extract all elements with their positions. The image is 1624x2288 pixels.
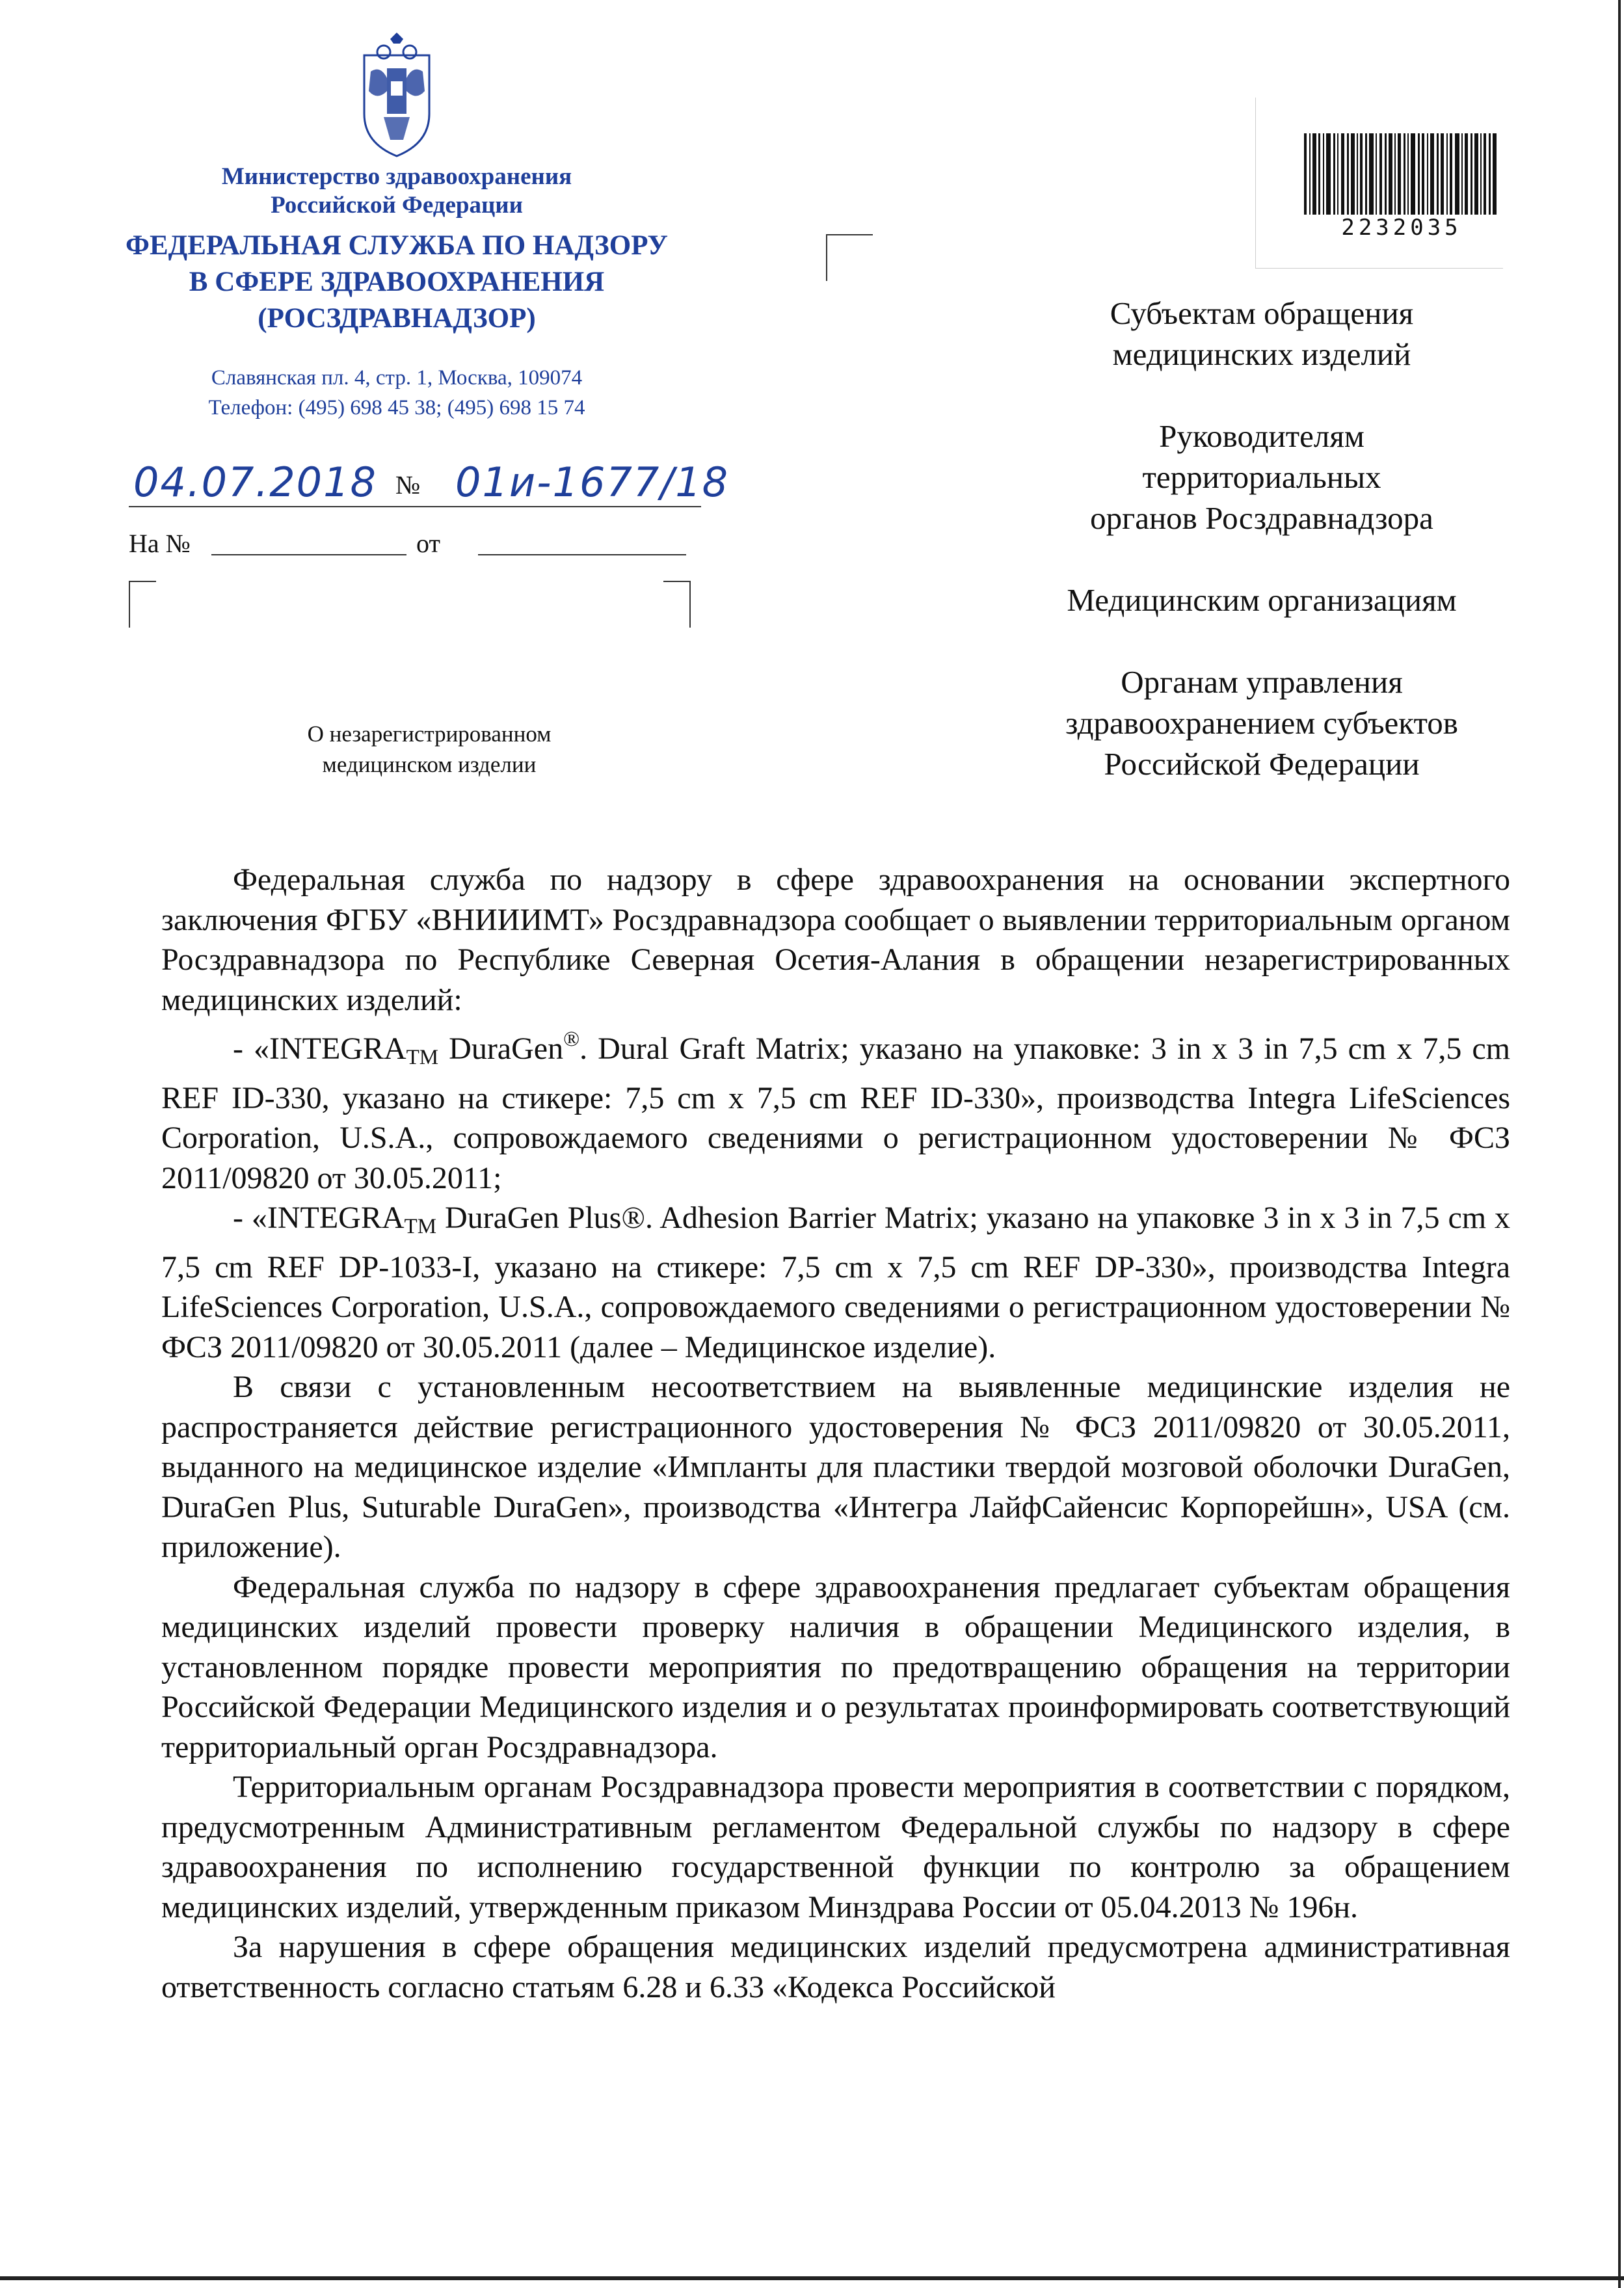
barcode-number: 2232035 — [1341, 215, 1462, 241]
service-line-1: ФЕДЕРАЛЬНАЯ СЛУЖБА ПО НАДЗОРУ — [126, 230, 668, 261]
registration-number: 01и-1677/18 — [455, 459, 730, 506]
office-address — [124, 363, 670, 423]
reference-date-line — [478, 554, 686, 555]
reference-number-label: На № — [129, 529, 191, 558]
item-1-name: DuraGen — [438, 1031, 564, 1066]
item-2-prefix: - «INTEGRA — [233, 1201, 405, 1235]
letter-subject — [182, 719, 676, 780]
address-line-2: Телефон: (495) 698 45 38; (495) 698 15 74 — [208, 396, 585, 419]
body-paragraph-proposal: Федеральная служба по надзору в сфере здравоохранения предлагает субъектам обращения медицинских изделий провести проверку наличия в обращении Медицинского изделия, в установленном порядке провести мероприятия по предотвращению обращения на территории Российской Федерации Медицинского изделия и о результатах проинформировать соответствующий территориальный орган Росздравнадзора. — [161, 1569, 1510, 1764]
registration-date: 04.07.2018 — [133, 459, 377, 506]
bracket-addressee — [826, 234, 873, 281]
page-edge-bottom — [0, 2276, 1624, 2280]
reference-number-line — [211, 554, 406, 555]
addressee-line: Российской Федерации — [1104, 746, 1420, 782]
item-1-registered-mark: ® — [563, 1028, 580, 1051]
coat-of-arms-emblem — [354, 29, 439, 159]
item-1-trademark: TM — [406, 1046, 439, 1069]
addressee-line: Субъектам обращения — [1110, 295, 1414, 331]
addressee-group — [924, 661, 1600, 784]
item-2-text: DuraGen Plus®. Adhesion Barrier Matrix; указано на упаковке 3 in x 3 in 7,5 cm x 7,5 cm REF DP-1033-I, указано на стикере: 7,5 cm x 7,5 cm REF DP-330», производства Integra LifeSciences Corporation, U.S.A., сопровождаемого сведениями о регистрационном удостоверении № ФСЗ 2011/09820 от 30.05.2011 (далее – Медицинское изделие). — [161, 1201, 1510, 1364]
subject-line-1: О незарегистрированном — [307, 721, 552, 747]
ministry-line-2: Российской Федерации — [271, 192, 523, 219]
service-line-2: В СФЕРЕ ЗДРАВООХРАНЕНИЯ — [189, 267, 605, 297]
letter-body — [161, 860, 1510, 2007]
addressee-line: территориальных — [1142, 459, 1381, 495]
body-paragraph-certificate: В связи с установленным несоответствием на выявленные медицинские изделия не распространяется действие регистрационного удостоверения № ФСЗ 2011/09820 от 30.05.2011, выданного на медицинское изделие «Импланты для пластики твердой мозговой оболочки DuraGen, DuraGen Plus, Suturable DuraGen», производства «Интегра ЛайфСайенсис Корпорейшн», USA (см. приложение). — [161, 1370, 1510, 1564]
addressee-line: Руководителям — [1159, 418, 1364, 454]
bracket-right — [663, 581, 691, 628]
reference-date-label: от — [416, 529, 440, 558]
address-line-1: Славянская пл. 4, стр. 1, Москва, 109074 — [211, 366, 583, 390]
service-name — [91, 228, 702, 337]
ministry-name — [150, 163, 644, 220]
addressee-block — [924, 293, 1600, 825]
page-edge-right — [1618, 0, 1621, 2288]
addressee-group — [924, 579, 1600, 620]
addressee-line: медицинских изделий — [1112, 336, 1411, 372]
body-paragraph-intro: Федеральная служба по надзору в сфере здравоохранения на основании экспертного заключения ФГБУ «ВНИИИМТ» Росздравнадзора сообщает о выявлении территориальным органом Росздравнадзора по Республике Северная Осетия-Алания в обращении незарегистрированных медицинских изделий: — [161, 862, 1510, 1017]
registration-number-label: № — [395, 470, 421, 499]
addressee-line: здравоохранением субъектов — [1065, 705, 1458, 741]
service-line-3: (РОСЗДРАВНАДЗОР) — [258, 303, 536, 334]
body-paragraph-item-1 — [161, 1020, 1510, 1198]
addressee-line: органов Росздравнадзора — [1090, 500, 1433, 536]
addressee-line: Органам управления — [1121, 664, 1403, 700]
body-paragraph-item-2 — [161, 1198, 1510, 1367]
barcode-graphic — [1304, 133, 1499, 215]
ministry-line-1: Министерство здравоохранения — [221, 163, 572, 190]
item-2-trademark: TM — [404, 1215, 437, 1238]
addressee-group — [924, 293, 1600, 375]
item-1-text: . Dural Graft Matrix; указано на упаковке: 3 in x 3 in 7,5 cm x 7,5 cm REF ID-330, указано на стикере: 7,5 cm x 7,5 cm REF ID-330», производства Integra LifeSciences Corporation, U.S.A., сопровождаемого сведениями о регистрационном удостоверении № ФСЗ 2011/09820 от 30.05.2011; — [161, 1031, 1511, 1195]
bracket-left — [129, 581, 156, 628]
item-1-prefix: - «INTEGRA — [233, 1031, 406, 1066]
body-paragraph-liability: За нарушения в сфере обращения медицинских изделий предусмотрена административная ответственность согласно статьям 6.28 и 6.33 «Кодекса Российской — [161, 1930, 1510, 2004]
body-paragraph-territorial: Территориальным органам Росздравнадзора провести мероприятия в соответствии с порядком, предусмотренным Административным регламентом Федеральной службы по надзору в сфере здравоохранения по исполнению государственной функции по контролю за обращением медицинских изделий, утвержденным приказом Минздрава России от 05.04.2013 № 196н. — [161, 1770, 1510, 1924]
addressee-group — [924, 416, 1600, 539]
registration-underline — [129, 506, 701, 507]
addressee-line: Медицинским организациям — [1067, 582, 1457, 618]
subject-line-2: медицинском изделии — [322, 752, 537, 777]
